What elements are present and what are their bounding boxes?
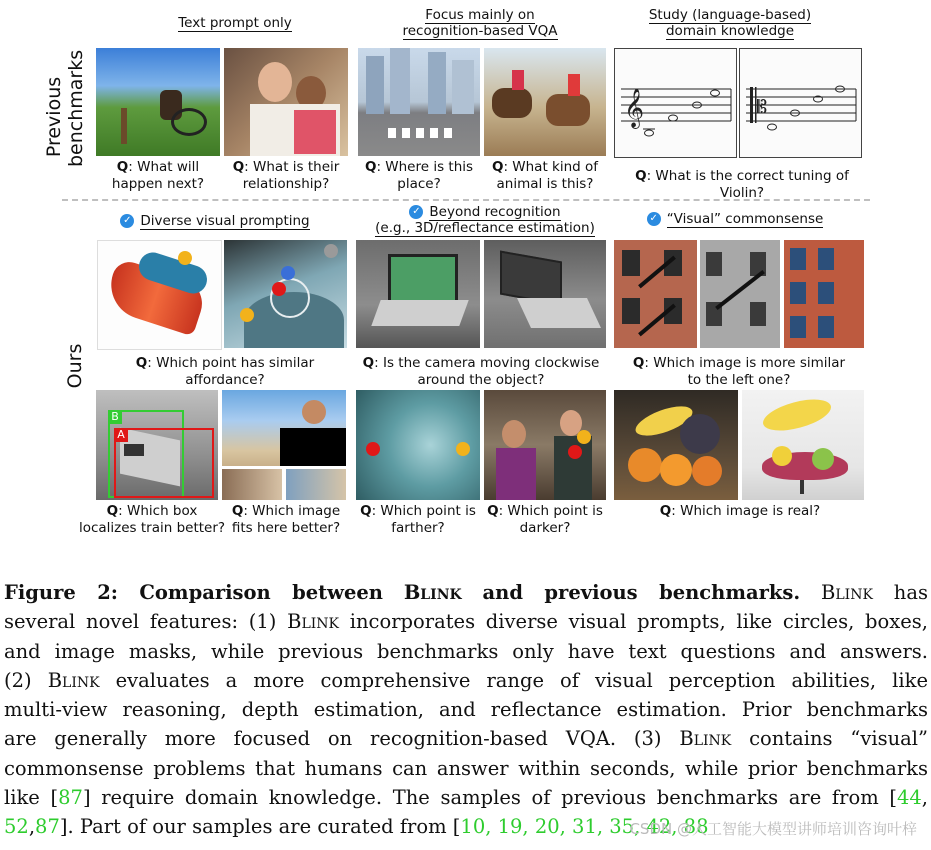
caption-line-9: 52,87]. Part of our samples are curated from [10, 19, 20, 31, 35, 42, 88 [4,815,709,839]
image-train [96,390,218,500]
caption-line-2: several novel features: (1) Blink incorporates diverse visual prompts, like circles, boxes, [4,610,928,634]
image-city-street [358,48,480,156]
image-beach-option-1 [222,469,282,500]
caption-q13: Q: Which image is real? [659,503,821,519]
point-yellow [240,308,254,322]
image-building-1 [614,240,697,348]
point-red [272,282,286,296]
caption-q12: Q: Which point is darker? [487,503,603,536]
image-music-staff-2 [739,48,862,158]
caption-line-1: Figure 2: Comparison between Blink and previous benchmarks. Blink has [4,581,928,604]
image-horses [484,48,606,156]
image-brush [97,240,222,350]
staff-2-svg [740,49,861,157]
caption-q10: Q: Which image fits here better? [231,503,341,536]
caption-line-4: (2) Blink evaluates a more comprehensive range of visual perception abilities, like [4,668,929,692]
watermark: CSDN @人工智能大模型讲师培训咨询叶梓 [629,820,917,838]
row-label-ours: Ours [64,343,86,389]
citation-link[interactable]: 87 [58,786,83,810]
caption-q3: Q: Where is this place? [364,159,474,192]
point-red [568,445,582,459]
box-red [114,428,214,498]
staff-1-svg [615,49,736,157]
citation-link[interactable]: 44 [896,786,922,810]
box-label-b: B [108,410,122,424]
point-blue [281,266,295,280]
caption-line-6: are generally more focused on recognition-based VQA. (3) Blink contains “visual” [4,727,928,751]
caption-q6: Q: Which point has similar affordance? [135,355,315,388]
header-visual-commonsense: ✓ “Visual” commonsense [630,211,840,227]
citation-link[interactable]: 52 [4,815,29,839]
header-study: Study (language-based) domain knowledge [648,7,812,39]
caption-q7: Q: Is the camera moving clockwise around the object? [362,355,600,388]
svg-text:𝄡: 𝄡 [757,97,768,118]
image-building-2 [700,240,780,348]
caption-q11: Q: Which point is farther? [360,503,476,536]
image-music-staff-1 [614,48,737,158]
caption-q9: Q: Which box localizes train better? [78,503,226,536]
caption-q5: Q: What is the correct tuning of Violin? [635,168,849,201]
header-text-prompt: Text prompt only [178,15,292,31]
check-icon: ✓ [647,212,661,226]
point-yellow [178,251,192,265]
check-icon: ✓ [120,214,134,228]
citation-link[interactable]: 87 [35,815,60,839]
image-building-3 [784,240,864,348]
caption-line-5: multi-view reasoning, depth estimation, and reflectance estimation. Prior benchmarks [4,698,928,722]
caption-q8: Q: Which image is more similar to the left one? [632,355,846,388]
image-pine [356,390,480,500]
box-label-a: A [114,428,128,442]
image-fruit-stand [742,390,864,500]
check-icon: ✓ [409,205,423,219]
caption-q2: Q: What is their relationship? [232,159,340,192]
caption-line-8: like [87] require domain knowledge. The samples of previous benchmarks are from [44, [4,786,928,810]
figure-caption [4,578,928,842]
header-focus: Focus mainly on recognition-based VQA [402,7,558,39]
caption-q1: Q: What will happen next? [111,159,205,192]
header-beyond: ✓ Beyond recognition (e.g., 3D/reflectance estimation) [375,204,595,236]
point-gray [324,244,338,258]
header-diverse: ✓ Diverse visual prompting [100,213,330,229]
row-label-previous: Previous benchmarks [43,49,87,167]
image-people [484,390,606,500]
image-whisk [224,240,347,348]
caption-q4: Q: What kind of animal is this? [491,159,599,192]
svg-text:𝄞: 𝄞 [624,88,645,128]
image-laptop-1 [356,240,480,348]
caption-line-7: commonsense problems that humans can answer within seconds, while prior benchmarks [4,756,928,780]
image-field-motorbike [96,48,220,156]
image-beach-option-2 [286,469,346,500]
image-laptop-2 [484,240,606,348]
image-beach-main [222,390,346,466]
citation-link[interactable]: 10, 19, 20, 31, 35, 42, 88 [460,815,709,839]
point-yellow [577,430,591,444]
image-family [224,48,348,156]
point-red [366,442,380,456]
image-fruit-basket [614,390,738,500]
caption-line-3: and image masks, while previous benchmarks only have text questions and answers. [4,639,928,663]
section-divider [62,199,870,201]
point-yellow [456,442,470,456]
